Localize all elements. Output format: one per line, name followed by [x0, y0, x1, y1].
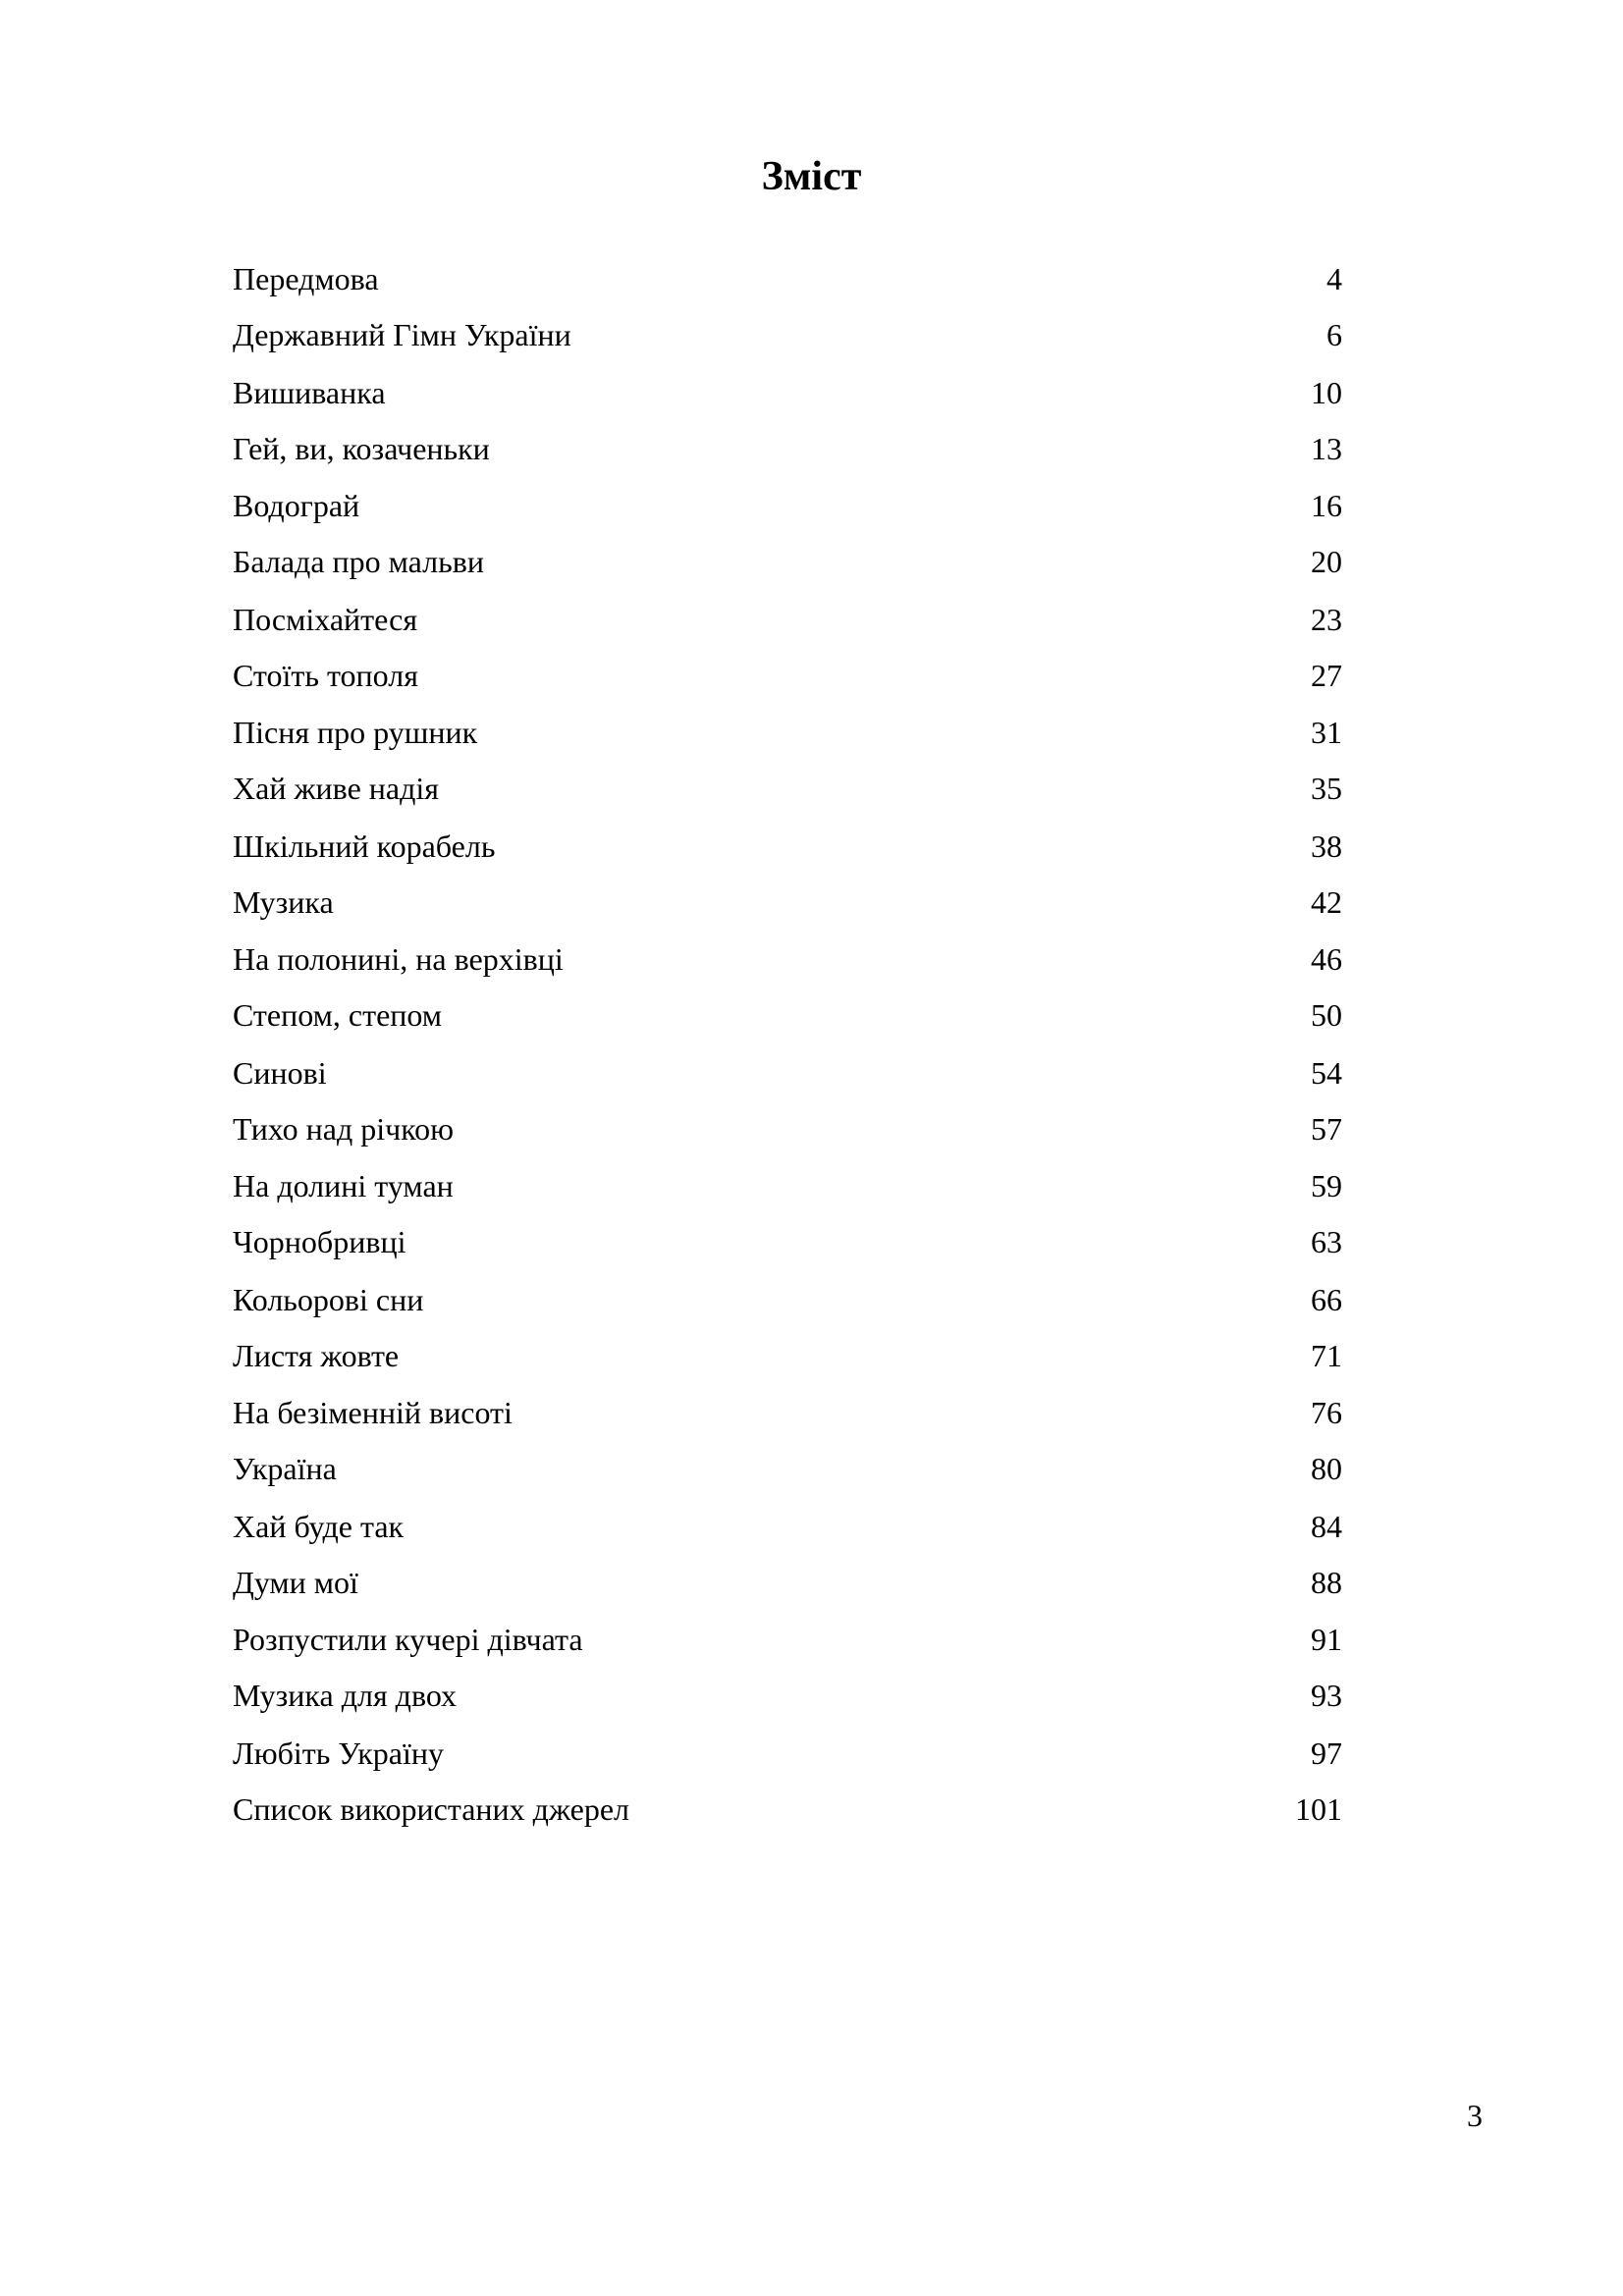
toc-entry: [233, 1555, 1342, 1612]
table-of-contents: [233, 250, 1342, 1838]
toc-entry-page: 27: [1311, 657, 1342, 693]
toc-entry: [233, 421, 1342, 478]
toc-entry: [233, 648, 1342, 705]
toc-entry-page: 4: [1326, 261, 1342, 296]
toc-entry: [233, 1328, 1342, 1385]
toc-entry: [233, 1101, 1342, 1158]
toc-entry-title: Список використаних джерел: [233, 1790, 629, 1827]
toc-entry-page: 93: [1311, 1678, 1342, 1713]
toc-entry: [233, 1384, 1342, 1441]
toc-entry: [233, 988, 1342, 1044]
toc-entry: [233, 477, 1342, 534]
toc-entry: [233, 1214, 1342, 1271]
toc-entry: [233, 364, 1342, 421]
toc-entry-page: 76: [1311, 1395, 1342, 1430]
toc-entry-page: 66: [1311, 1281, 1342, 1317]
toc-entry-title: На безіменній висоті: [233, 1395, 513, 1430]
toc-entry-page: 63: [1311, 1224, 1342, 1259]
toc-entry-title: На полонині, на верхівці: [233, 941, 564, 977]
toc-entry-title: Пісня про рушник: [233, 715, 478, 750]
toc-entry-title: На долині туман: [233, 1168, 454, 1203]
toc-entry-page: 54: [1311, 1054, 1342, 1091]
toc-entry: [233, 534, 1342, 591]
toc-entry-title: Музика: [233, 883, 334, 920]
toc-entry: [233, 1044, 1342, 1101]
toc-entry-page: 71: [1311, 1337, 1342, 1373]
toc-entry-title: Водограй: [233, 488, 360, 523]
toc-entry: [233, 704, 1342, 761]
toc-entry-title: Балада про мальви: [233, 544, 484, 579]
toc-entry-page: 38: [1311, 828, 1342, 864]
page-number: 3: [1467, 2098, 1483, 2133]
toc-entry-page: 10: [1311, 374, 1342, 410]
toc-entry-page: 23: [1311, 601, 1342, 637]
toc-entry: [233, 307, 1342, 364]
toc-entry: [233, 875, 1342, 932]
toc-entry: [233, 1157, 1342, 1214]
toc-entry-page: 50: [1311, 997, 1342, 1033]
toc-entry-page: 97: [1311, 1735, 1342, 1771]
toc-entry-page: 91: [1311, 1622, 1342, 1657]
toc-entry: [233, 1271, 1342, 1328]
toc-entry-title: Листя жовте: [233, 1337, 400, 1373]
toc-entry-title: Степом, степом: [233, 997, 443, 1033]
toc-entry-title: Музика для двох: [233, 1678, 458, 1713]
toc-entry-title: Шкільний корабель: [233, 828, 496, 864]
toc-entry-title: Хай буде так: [233, 1508, 405, 1544]
toc-entry-title: Чорнобривці: [233, 1224, 406, 1259]
toc-entry-page: 16: [1311, 488, 1342, 523]
toc-entry-title: Синові: [233, 1054, 327, 1091]
toc-entry-title: Стоїть тополя: [233, 657, 418, 693]
toc-entry-title: Любіть Україну: [233, 1735, 444, 1771]
toc-entry-title: Вишиванка: [233, 374, 386, 410]
toc-entry: [233, 250, 1342, 307]
toc-entry-title: Передмова: [233, 261, 379, 296]
toc-entry-page: 6: [1326, 317, 1342, 352]
toc-entry-title: Розпустили кучері дівчата: [233, 1622, 583, 1657]
toc-entry: [233, 1725, 1342, 1782]
toc-entry-page: 35: [1311, 771, 1342, 806]
toc-entry-page: 84: [1311, 1508, 1342, 1544]
toc-entry: [233, 818, 1342, 875]
toc-entry-title: Хай живе надія: [233, 771, 440, 806]
toc-entry-page: 59: [1311, 1168, 1342, 1203]
toc-entry-page: 80: [1311, 1451, 1342, 1486]
toc-entry: [233, 931, 1342, 988]
toc-entry-page: 13: [1311, 430, 1342, 466]
toc-entry-title: Гей, ви, козаченьки: [233, 430, 490, 466]
toc-entry-page: 31: [1311, 715, 1342, 750]
toc-entry-page: 101: [1295, 1790, 1342, 1827]
toc-entry: [233, 761, 1342, 818]
toc-entry-page: 57: [1311, 1110, 1342, 1147]
toc-entry-title: Кольорові сни: [233, 1281, 424, 1317]
toc-entry-title: Думи мої: [233, 1564, 358, 1600]
toc-entry-title: Тихо над річкою: [233, 1110, 455, 1147]
toc-entry-title: Посміхайтеся: [233, 601, 418, 637]
toc-entry: [233, 1441, 1342, 1498]
toc-heading: Зміст: [761, 154, 862, 199]
toc-entry: [233, 1668, 1342, 1725]
toc-entry: [233, 591, 1342, 648]
toc-entry: [233, 1498, 1342, 1555]
toc-entry: [233, 1611, 1342, 1668]
toc-entry-title: Державний Гімн України: [233, 317, 571, 352]
toc-entry: [233, 1782, 1342, 1839]
toc-entry-page: 20: [1311, 544, 1342, 579]
toc-entry-page: 42: [1311, 883, 1342, 920]
toc-entry-page: 88: [1311, 1564, 1342, 1600]
toc-entry-title: Україна: [233, 1451, 337, 1486]
toc-entry-page: 46: [1311, 941, 1342, 977]
